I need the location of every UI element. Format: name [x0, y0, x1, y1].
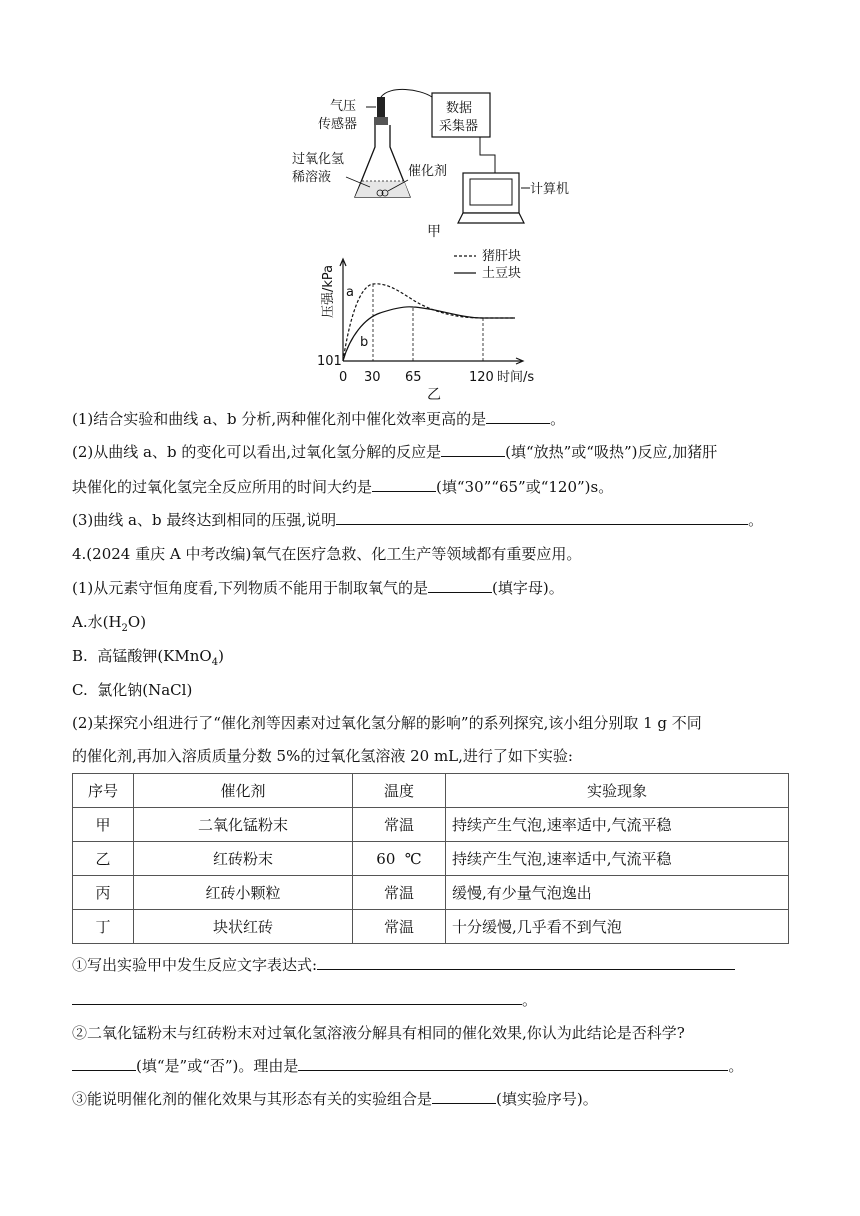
q3-part3-text: (3)曲线 a、b 最终达到相同的压强,说明	[72, 511, 337, 529]
cell-phenomenon: 持续产生气泡,速率适中,气流平稳	[446, 808, 789, 842]
cell-catalyst: 块状红砖	[134, 910, 353, 944]
header-temperature: 温度	[353, 774, 446, 808]
q4-sub1-text: ①写出实验甲中发生反应文字表达式:	[72, 956, 318, 974]
q4-sub3	[72, 1089, 598, 1109]
pressure-chart	[310, 246, 550, 396]
solution-label-2: 稀溶液	[292, 170, 332, 185]
q4-sub1-end: 。	[522, 991, 538, 1009]
q4-option-b	[72, 646, 224, 673]
x-axis-label: 时间/s	[497, 370, 535, 385]
cell-temperature: 常温	[353, 876, 446, 910]
q4-sub1-blank2[interactable]	[72, 990, 522, 1005]
q3-part1-end: 。	[550, 410, 566, 428]
cell-catalyst: 二氧化锰粉末	[134, 808, 353, 842]
q4-option-a-sub: 2	[121, 623, 128, 634]
curve-b-label: b	[360, 335, 369, 350]
y-axis-label: 压强/kPa	[321, 264, 336, 318]
collector-label-2: 采集器	[439, 119, 479, 134]
sensor-wire	[381, 89, 432, 97]
cell-phenomenon: 缓慢,有少量气泡逸出	[446, 876, 789, 910]
q4-sub2-blank2[interactable]	[298, 1056, 728, 1071]
q4-sub3-text: ③能说明催化剂的催化效果与其形态有关的实验组合是	[72, 1090, 433, 1108]
q4-part1-blank[interactable]	[428, 578, 492, 593]
q4-option-b-post: )	[218, 647, 224, 665]
q4-option-a-post: O)	[127, 613, 147, 631]
y-tick-101: 101	[317, 354, 342, 369]
q3-part2-text4: (填“30”“65”或“120”)s。	[436, 478, 614, 496]
q4-part1-end: (填字母)。	[492, 579, 564, 597]
cell-temperature: 60 ℃	[353, 842, 446, 876]
experiment-table	[72, 773, 789, 944]
header-number: 序号	[73, 774, 134, 808]
q4-part2-line2: 的催化剂,再加入溶质质量分数 5%的过氧化氢溶液 20 mL,进行了如下实验:	[72, 747, 573, 765]
cell-number: 丁	[73, 910, 134, 944]
catalyst-label: 催化剂	[408, 164, 448, 179]
q3-part2-blank2[interactable]	[372, 477, 436, 492]
cell-temperature: 常温	[353, 910, 446, 944]
q4-option-b-text: B. 高锰酸钾(KMnO	[72, 647, 212, 665]
q3-part2-text3: 块催化的过氧化氢完全反应所用的时间大约是	[72, 478, 373, 496]
x-tick-65: 65	[405, 370, 422, 385]
q4-sub2-end: 。	[728, 1057, 744, 1075]
q3-part1-blank[interactable]	[486, 409, 550, 424]
curve-a-label: a	[346, 285, 354, 300]
figure-b-caption: 乙	[427, 387, 441, 403]
q3-part2-text1: (2)从曲线 a、b 的变化可以看出,过氧化氢分解的反应是	[72, 443, 442, 461]
x-tick-30: 30	[364, 370, 381, 385]
apparatus-figure	[280, 85, 570, 245]
q4-sub1-line2	[72, 990, 537, 1010]
cell-phenomenon: 持续产生气泡,速率适中,气流平稳	[446, 842, 789, 876]
q3-part2-line1	[72, 442, 717, 462]
table-row	[73, 910, 789, 944]
collector-wire	[480, 137, 495, 175]
table-header-row	[73, 774, 789, 808]
q3-part2-blank1[interactable]	[441, 442, 505, 457]
collector-label-1: 数据	[446, 101, 473, 116]
x-tick-120: 120	[469, 370, 494, 385]
q4-sub2-blank1[interactable]	[72, 1056, 136, 1071]
table-row	[73, 808, 789, 842]
header-catalyst: 催化剂	[134, 774, 353, 808]
q4-sub2-line1: ②二氧化锰粉末与红砖粉末对过氧化氢溶液分解具有相同的催化效果,你认为此结论是否科学?	[72, 1024, 685, 1042]
computer-label: 计算机	[530, 182, 570, 197]
header-phenomenon: 实验现象	[446, 774, 789, 808]
solution-label-1: 过氧化氢	[292, 152, 345, 167]
q4-sub2-line2	[72, 1056, 743, 1076]
cell-catalyst: 红砖粉末	[134, 842, 353, 876]
q4-sub1-blank1[interactable]	[317, 955, 735, 970]
q4-option-c: C. 氯化钠(NaCl)	[72, 681, 193, 699]
q4-title: 4.(2024 重庆 A 中考改编)氧气在医疗急救、化工生产等领域都有重要应用。	[72, 545, 582, 563]
table-row	[73, 876, 789, 910]
q3-part3-blank[interactable]	[336, 510, 748, 525]
cell-temperature: 常温	[353, 808, 446, 842]
cell-phenomenon: 十分缓慢,几乎看不到气泡	[446, 910, 789, 944]
computer-keyboard	[458, 213, 524, 223]
cell-catalyst: 红砖小颗粒	[134, 876, 353, 910]
legend-pig-liver: 猪肝块	[482, 249, 522, 264]
legend-potato: 土豆块	[482, 266, 522, 281]
q4-part1-text: (1)从元素守恒角度看,下列物质不能用于制取氧气的是	[72, 579, 429, 597]
curve-a-pig-liver	[343, 284, 515, 361]
q4-sub3-blank[interactable]	[432, 1089, 496, 1104]
q3-part1	[72, 409, 565, 429]
q4-option-a-text: A.水(H	[72, 613, 122, 631]
q4-option-b-sub: 4	[211, 657, 219, 668]
cell-number: 甲	[73, 808, 134, 842]
cell-number: 丙	[73, 876, 134, 910]
q4-option-a	[72, 612, 146, 639]
figure-a-caption: 甲	[427, 224, 441, 240]
q4-part1	[72, 578, 564, 598]
sensor-label-1: 气压	[330, 99, 357, 114]
q3-part3	[72, 510, 763, 530]
q3-part3-end: 。	[748, 511, 764, 529]
q4-sub2-text: (填“是”或“否”)。理由是	[136, 1057, 299, 1075]
cell-number: 乙	[73, 842, 134, 876]
q3-part2-line2	[72, 477, 613, 497]
q4-sub1-line1	[72, 955, 735, 975]
table-row	[73, 842, 789, 876]
curve-b-potato	[343, 307, 515, 361]
q3-part1-text: (1)结合实验和曲线 a、b 分析,两种催化剂中催化效率更高的是	[72, 410, 487, 428]
q3-part2-text2: (填“放热”或“吸热”)反应,加猪肝	[505, 443, 718, 461]
x-tick-0: 0	[339, 370, 348, 385]
q4-sub3-end: (填实验序号)。	[496, 1090, 598, 1108]
sensor-label-2: 传感器	[318, 117, 358, 132]
q4-part2-line1: (2)某探究小组进行了“催化剂等因素对过氧化氢分解的影响”的系列探究,该小组分别取 1 g 不同	[72, 714, 702, 732]
